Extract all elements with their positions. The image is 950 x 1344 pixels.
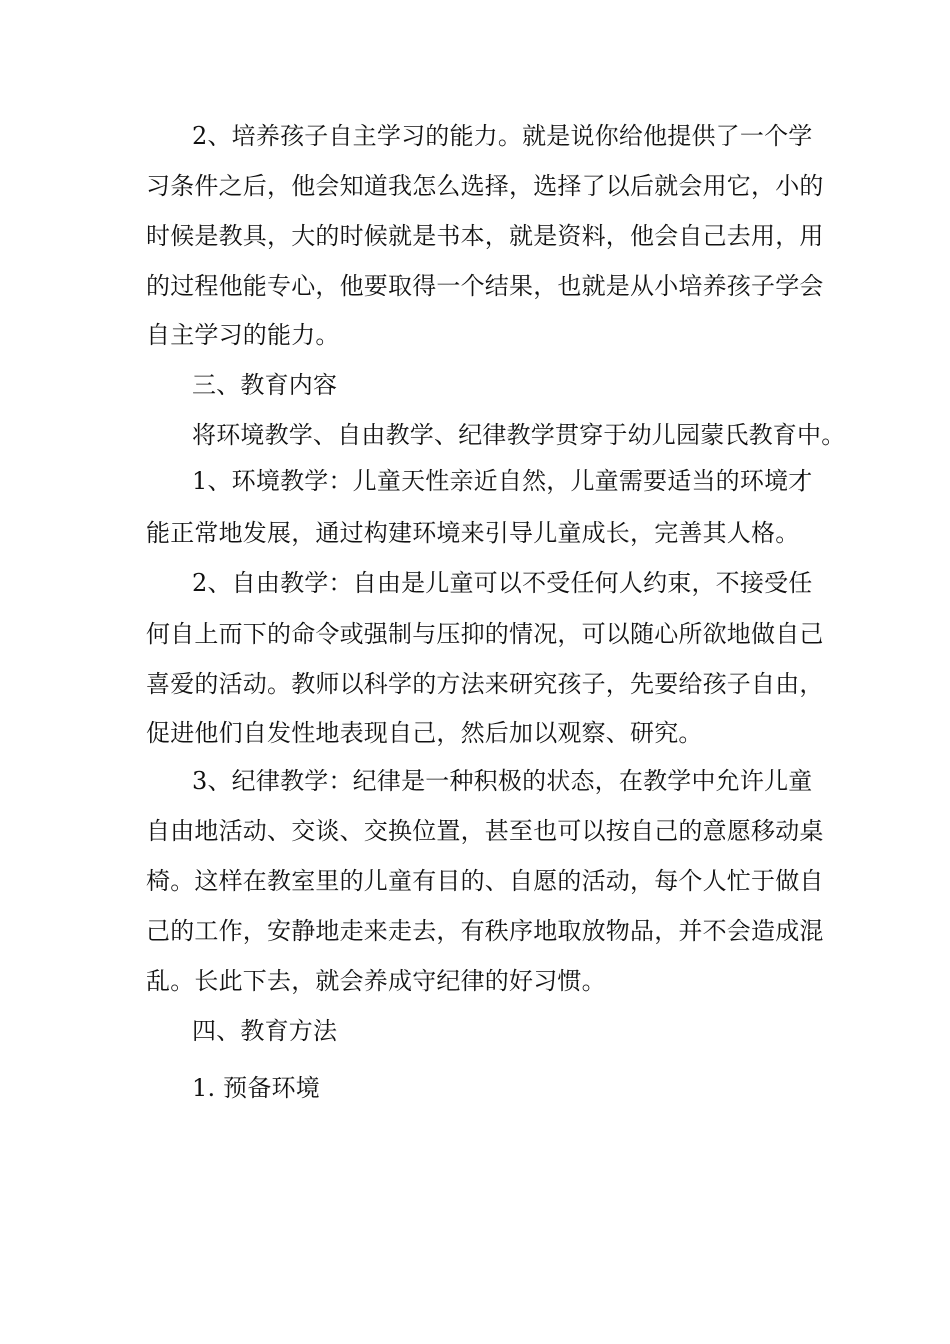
paragraph-line: 己的工作，安静地走来走去，有秩序地取放物品，并不会造成混 [146,917,824,945]
paragraph-line: 椅。这样在教室里的儿童有目的、自愿的活动，每个人忙于做自 [146,867,824,895]
paragraph-line: 自由地活动、交谈、交换位置，甚至也可以按自己的意愿移动桌 [146,817,824,845]
paragraph-line: 的过程他能专心，他要取得一个结果，也就是从小培养孩子学会 [146,272,824,300]
paragraph-line: 时候是教具，大的时候就是书本，就是资料，他会自己去用，用 [146,222,824,250]
paragraph-line: 促进他们自发性地表现自己，然后加以观察、研究。 [146,719,703,747]
section-heading: 三、教育内容 [192,371,338,399]
paragraph-line: 习条件之后，他会知道我怎么选择，选择了以后就会用它，小的 [146,172,824,200]
paragraph-line: 2、自由教学：自由是儿童可以不受任何人约束，不接受任 [192,569,813,597]
paragraph-line: 能正常地发展，通过构建环境来引导儿童成长，完善其人格。 [146,519,800,547]
paragraph-line: 喜爱的活动。教师以科学的方法来研究孩子，先要给孩子自由， [146,670,824,698]
paragraph-line: 自主学习的能力。 [146,321,340,349]
paragraph-line: 何自上而下的命令或强制与压抑的情况，可以随心所欲地做自己 [146,620,824,648]
subsection-heading: 1. 预备环境 [192,1074,320,1102]
paragraph-line: 1、环境教学：儿童天性亲近自然，儿童需要适当的环境才 [192,467,813,495]
paragraph-line: 乱。长此下去，就会养成守纪律的好习惯。 [146,967,606,995]
paragraph-line: 2、培养孩子自主学习的能力。就是说你给他提供了一个学 [192,122,813,150]
paragraph-line: 3、纪律教学：纪律是一种积极的状态，在教学中允许儿童 [192,767,813,795]
section-heading: 四、教育方法 [192,1017,338,1045]
paragraph-line: 将环境教学、自由教学、纪律教学贯穿于幼儿园蒙氏教育中。 [192,421,846,449]
